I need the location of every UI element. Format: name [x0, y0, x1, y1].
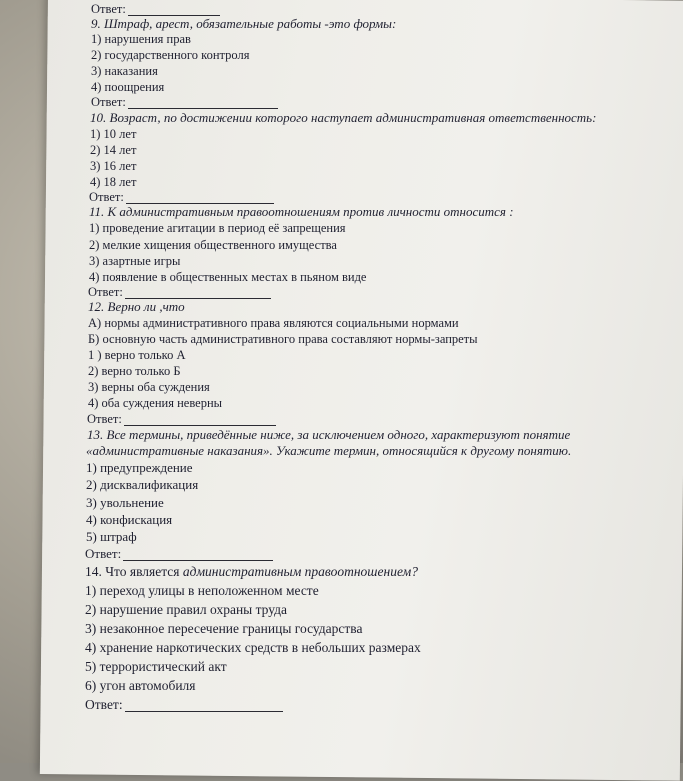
question-14 — [85, 565, 418, 579]
option: 2) дисквалификация — [86, 477, 199, 492]
option: 1) предупреждение — [86, 460, 193, 475]
answer-line: Ответ: — [85, 698, 283, 712]
statement-a: А) нормы административного права являются социальными нормами — [88, 316, 459, 330]
option: 2) 14 лет — [90, 143, 137, 157]
question-14-prefix: 14. Что является — [85, 564, 180, 579]
option: 2) нарушение правил охраны труда — [85, 602, 288, 617]
option: 1 ) верно только А — [88, 348, 186, 362]
option: 4) хранение наркотических средств в небольших размерах — [85, 640, 421, 655]
option: 3) 16 лет — [90, 159, 137, 173]
option: 6) угон автомобиля — [85, 678, 196, 693]
option: 5) штраф — [86, 529, 137, 544]
test-page — [85, 0, 678, 763]
option: 1) 10 лет — [90, 127, 137, 141]
question-13-line-1: 13. Все термины, приведённые ниже, за исключением одного, характеризуют понятие — [87, 427, 571, 442]
option: 3) азартные игры — [89, 254, 181, 268]
option: 3) увольнение — [86, 495, 164, 510]
answer-line: Ответ: — [89, 190, 274, 204]
option: 4) появление в общественных местах в пьяном виде — [89, 270, 367, 284]
question-12: 12. Верно ли ,что — [88, 299, 185, 314]
option: 2) государственного контроля — [91, 48, 250, 62]
answer-line: Ответ: — [91, 95, 278, 109]
option: 2) верно только Б — [88, 364, 181, 378]
option: 1) переход улицы в неположенном месте — [85, 583, 319, 598]
option: 5) террористический акт — [85, 659, 227, 674]
option: 1) проведение агитации в период её запрещения — [89, 221, 346, 235]
statement-b: Б) основную часть административного права составляют нормы-запреты — [88, 332, 478, 346]
answer-line: Ответ: — [85, 547, 273, 561]
question-10: 10. Возраст, по достижении которого наступает административная ответственность: — [90, 110, 597, 125]
question-11: 11. К административным правоотношениям против личности относится : — [89, 204, 514, 219]
question-14-italic: административным правоотношением? — [182, 564, 418, 579]
option: 3) верны оба суждения — [88, 380, 210, 394]
option: 4) конфискация — [86, 512, 173, 527]
answer-line: Ответ: — [91, 2, 220, 16]
option: 3) незаконное пересечение границы государства — [85, 621, 363, 636]
option: 4) оба суждения неверны — [88, 396, 223, 410]
answer-line: Ответ: — [87, 412, 276, 426]
answer-line: Ответ: — [88, 285, 271, 299]
option: 3) наказания — [91, 64, 158, 78]
option: 2) мелкие хищения общественного имущества — [89, 238, 337, 252]
option: 4) 18 лет — [90, 175, 137, 189]
option: 1) нарушения прав — [91, 32, 191, 46]
question-9: 9. Штраф, арест, обязательные работы -это формы: — [91, 16, 397, 31]
option: 4) поощрения — [91, 80, 165, 94]
question-13-line-2: «административные наказания». Укажите термин, относящийся к другому понятию. — [86, 443, 572, 458]
